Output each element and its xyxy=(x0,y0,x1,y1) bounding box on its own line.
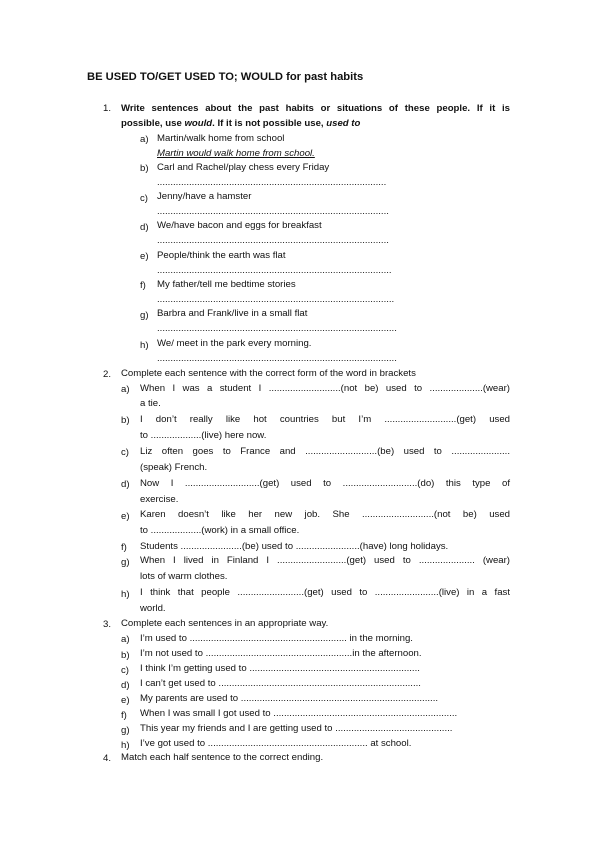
q1-item-d-answer: ....................................................................................... xyxy=(157,235,389,246)
q1-item-a-prompt: Martin/walk home from school xyxy=(157,133,285,144)
q3-item-e-text: My parents are used to .......................................................................... xyxy=(140,693,439,704)
q1-item-a-answer: Martin would walk home from school. xyxy=(157,148,315,159)
q2-item-c-line-2: (speak) French. xyxy=(140,462,208,473)
q2-item-e-letter: e) xyxy=(121,511,130,522)
q1-number: 1. xyxy=(103,103,112,114)
q2-item-e-line-1: Karen doesn’t like her new job. She ...........................(not be) used xyxy=(140,509,510,520)
q1-instr-used-to: used to xyxy=(326,118,361,129)
q2-item-d-line-1: Now I ............................(get) used to ............................(do) this type of xyxy=(140,478,510,489)
q2-item-d-line-2: exercise. xyxy=(140,494,179,505)
q2-item-d-letter: d) xyxy=(121,479,130,490)
q3-instruction: Complete each sentences in an appropriate way. xyxy=(121,618,329,629)
q1-item-e-answer: ........................................................................................ xyxy=(157,265,392,276)
q2-instruction: Complete each sentence with the correct form of the word in brackets xyxy=(121,368,416,379)
q2-number: 2. xyxy=(103,369,112,380)
q2-item-c-letter: c) xyxy=(121,447,129,458)
q1-item-e-prompt: People/think the earth was flat xyxy=(157,250,286,261)
q3-item-e-letter: e) xyxy=(121,695,130,706)
q1-instr-part-1: possible, use xyxy=(121,118,185,129)
q2-item-g-line-2: lots of warm clothes. xyxy=(140,571,228,582)
q2-item-f-letter: f) xyxy=(121,542,127,553)
q3-item-a-letter: a) xyxy=(121,634,130,645)
worksheet-title: BE USED TO/GET USED TO; WOULD for past habits xyxy=(87,71,364,83)
q1-item-h-answer: .......................................................................................... xyxy=(157,353,397,364)
q2-item-b-line-1: I don’t really like hot countries but I’m ...........................(get) used xyxy=(140,414,510,425)
q2-item-h-line-1: I think that people .........................(get) used to ........................(live) in a fast xyxy=(140,587,510,598)
q1-item-c-letter: c) xyxy=(140,193,148,204)
q2-item-a-line-2: a tie. xyxy=(140,398,161,409)
q1-instr-would: would xyxy=(184,118,213,129)
q2-item-a-letter: a) xyxy=(121,384,130,395)
q1-item-h-letter: h) xyxy=(140,340,149,351)
q3-item-d-text: I can’t get used to ............................................................................ xyxy=(140,678,421,689)
q2-item-f-line-1: Students .......................(be) used to ........................(have) long holidays. xyxy=(140,541,449,552)
q1-item-b-letter: b) xyxy=(140,163,149,174)
q3-item-g-text: This year my friends and I are getting used to ............................................ xyxy=(140,723,453,734)
q3-item-a-text: I’m used to ........................................................... in the morning. xyxy=(140,633,413,644)
q2-item-g-letter: g) xyxy=(121,557,130,568)
q3-item-b-letter: b) xyxy=(121,650,130,661)
q2-item-c-line-1: Liz often goes to France and ...........................(be) used to ...................... xyxy=(140,446,510,457)
q3-item-f-text: When I was small I got used to ..................................................................... xyxy=(140,708,458,719)
q1-instruction-line-2 xyxy=(121,118,360,130)
q1-item-d-prompt: We/have bacon and eggs for breakfast xyxy=(157,220,322,231)
q2-item-b-line-2: to ...................(live) here now. xyxy=(140,430,267,441)
q1-item-g-prompt: Barbra and Frank/live in a small flat xyxy=(157,308,308,319)
q2-item-h-line-2: world. xyxy=(140,603,166,614)
q3-item-h-text: I’ve got used to ............................................................ at school. xyxy=(140,738,412,749)
q2-item-e-line-2: to ...................(work) in a small office. xyxy=(140,525,300,536)
q4-number: 4. xyxy=(103,753,112,764)
q3-item-b-text: I’m not used to .......................................................in the afternoon. xyxy=(140,648,422,659)
q2-item-g-line-1: When I lived in Finland I ..........................(get) used to ..................... (wear) xyxy=(140,555,510,566)
q1-item-f-letter: f) xyxy=(140,280,146,291)
q1-item-c-answer: ....................................................................................... xyxy=(157,206,389,217)
q1-item-b-prompt: Carl and Rachel/play chess every Friday xyxy=(157,162,330,173)
q1-item-c-prompt: Jenny/have a hamster xyxy=(157,191,252,202)
q1-item-g-letter: g) xyxy=(140,310,149,321)
q3-item-g-letter: g) xyxy=(121,725,130,736)
q3-item-h-letter: h) xyxy=(121,740,130,751)
q1-instr-part-3: . If it is not possible use, xyxy=(212,118,327,129)
q3-number: 3. xyxy=(103,619,112,630)
q2-item-b-letter: b) xyxy=(121,415,130,426)
q1-item-h-prompt: We/ meet in the park every morning. xyxy=(157,338,312,349)
q2-item-a-line-1: When I was a student I ...........................(not be) used to ....................(wear) xyxy=(140,383,510,394)
q1-item-d-letter: d) xyxy=(140,222,149,233)
q1-item-e-letter: e) xyxy=(140,251,149,262)
q3-item-c-letter: c) xyxy=(121,665,129,676)
q1-instruction-line-1: Write sentences about the past habits or situations of these people. If it is xyxy=(121,103,510,114)
q3-item-f-letter: f) xyxy=(121,710,127,721)
q1-item-g-answer: .......................................................................................... xyxy=(157,323,397,334)
q3-item-d-letter: d) xyxy=(121,680,130,691)
q3-item-c-text: I think I’m getting used to ................................................................ xyxy=(140,663,420,674)
q1-item-a-letter: a) xyxy=(140,134,149,145)
q1-item-f-prompt: My father/tell me bedtime stories xyxy=(157,279,296,290)
q4-instruction: Match each half sentence to the correct ending. xyxy=(121,752,324,763)
q1-item-b-answer: ...................................................................................... xyxy=(157,177,387,188)
q2-item-h-letter: h) xyxy=(121,589,130,600)
q1-item-f-answer: ......................................................................................... xyxy=(157,294,395,305)
